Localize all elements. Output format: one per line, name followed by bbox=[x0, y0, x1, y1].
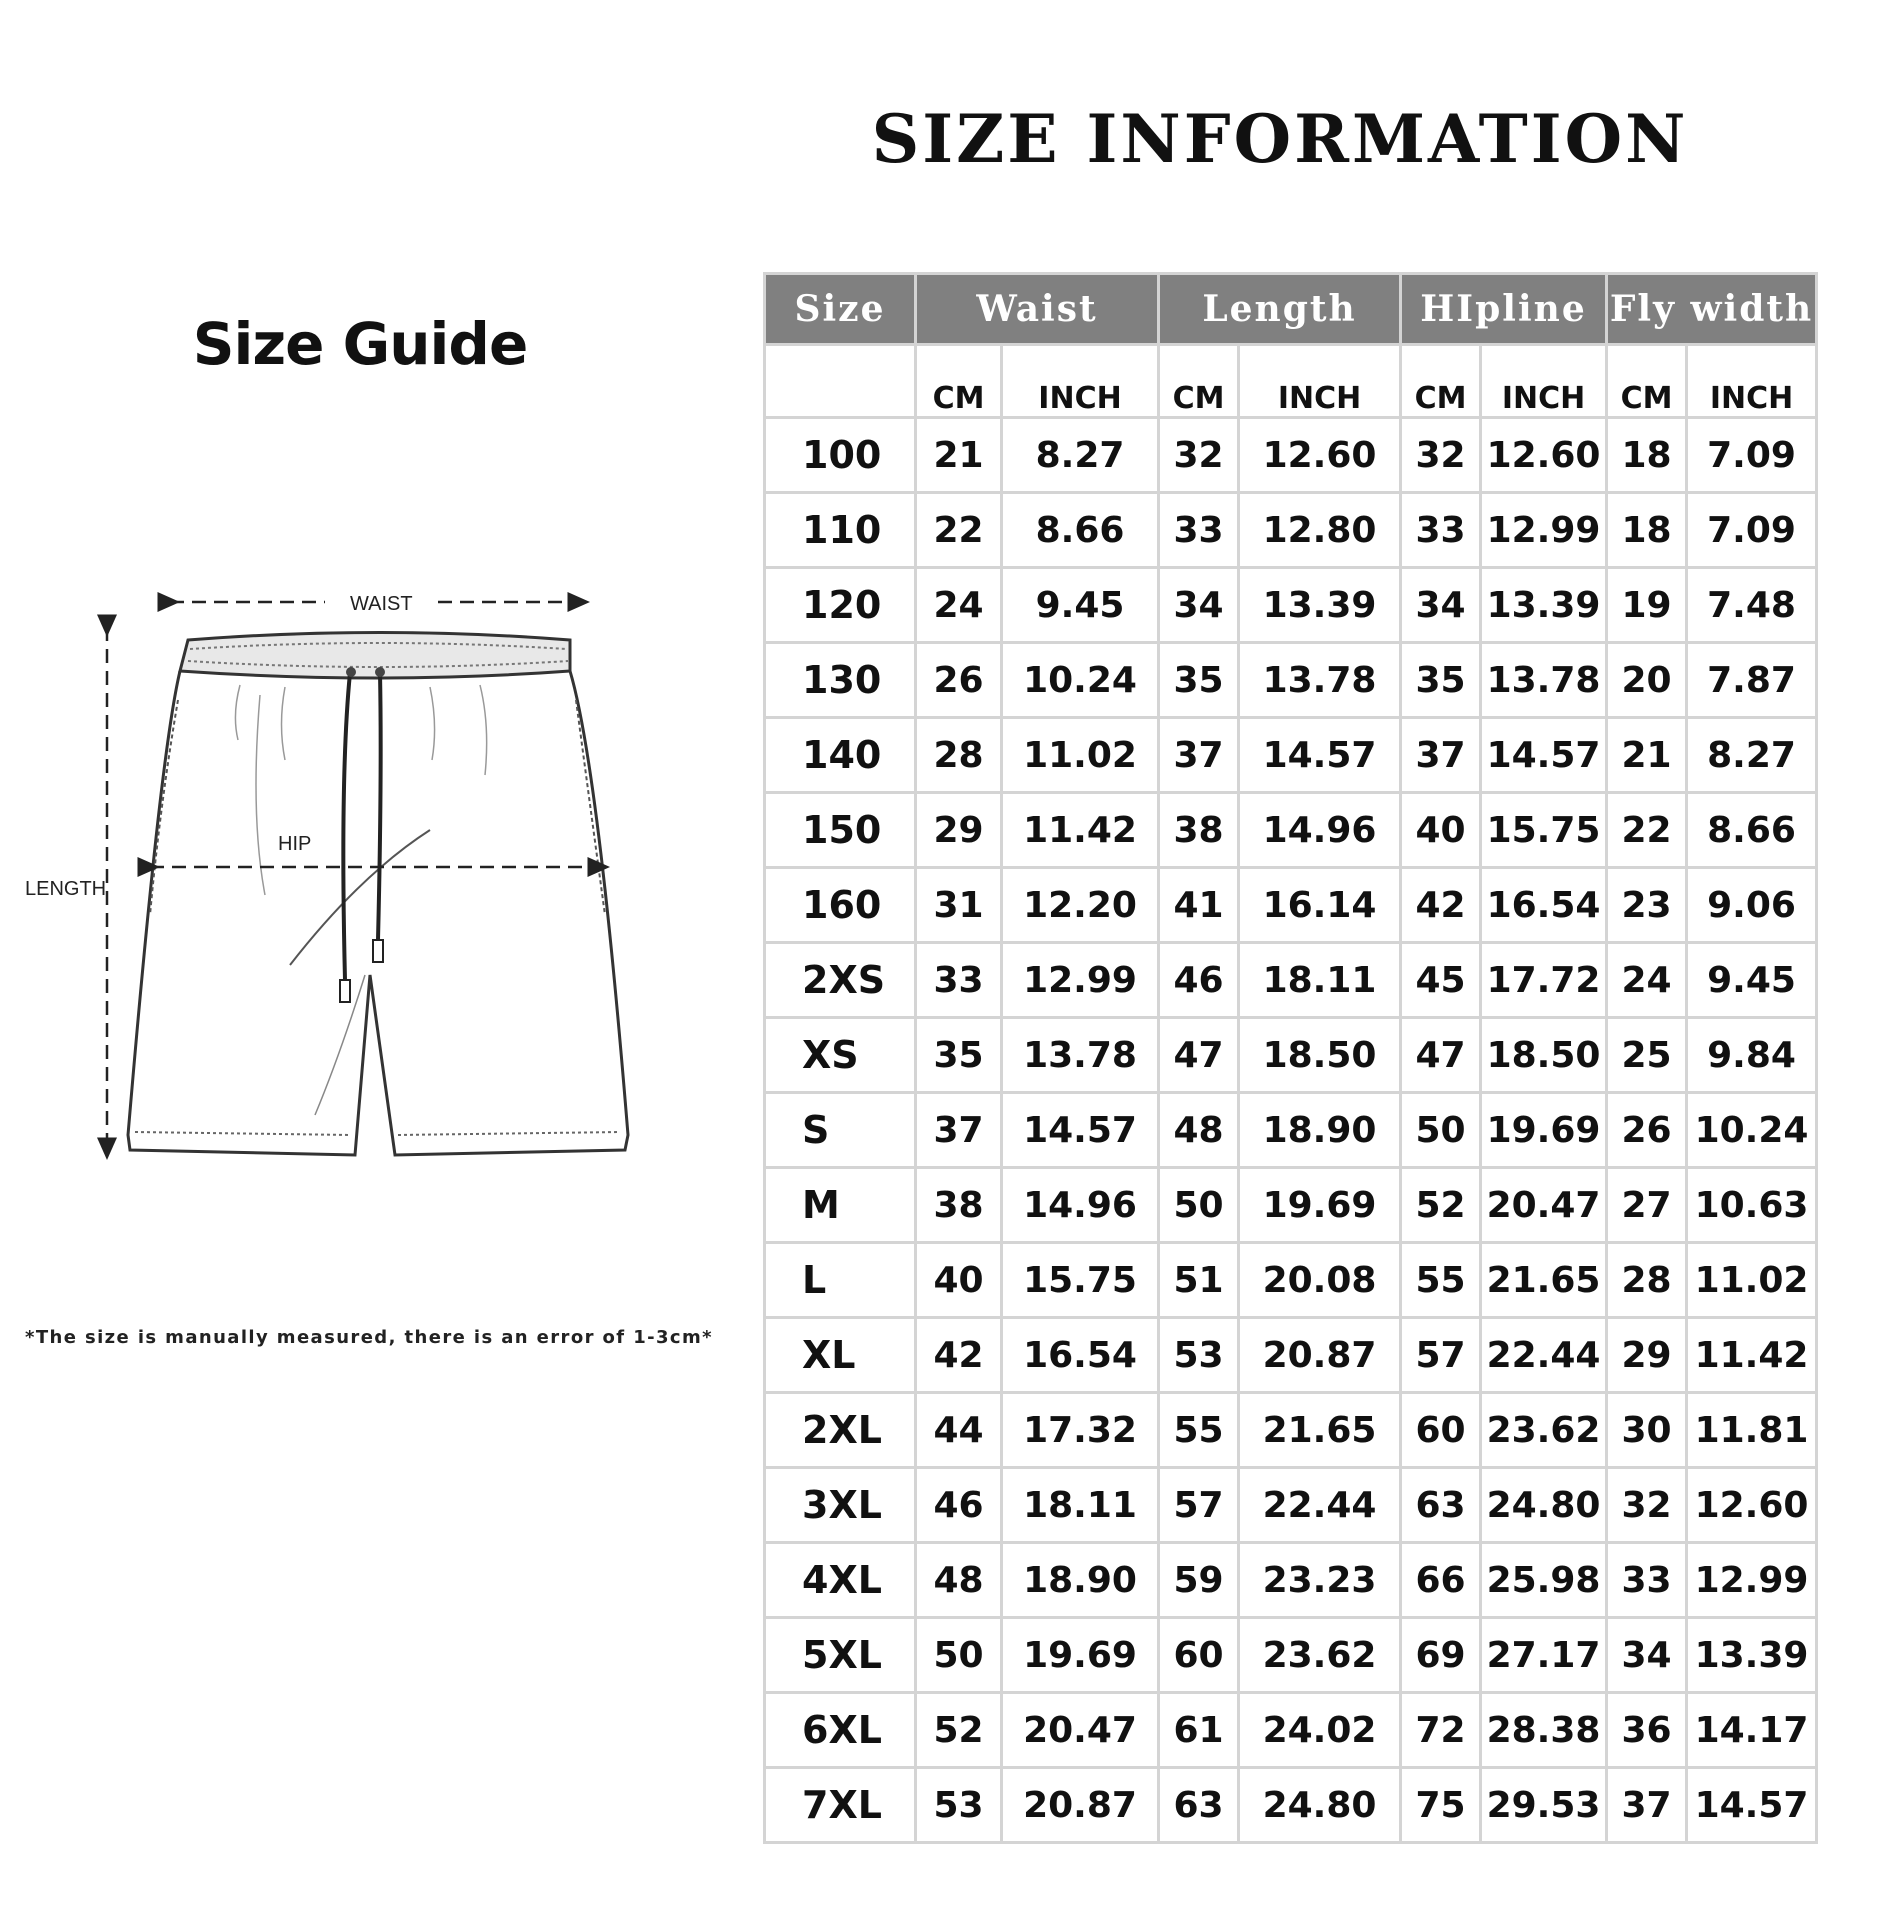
table-cell: 23.62 bbox=[1481, 1393, 1607, 1468]
table-cell: 11.81 bbox=[1687, 1393, 1817, 1468]
table-cell: 25.98 bbox=[1481, 1543, 1607, 1618]
table-cell: 48 bbox=[916, 1543, 1002, 1618]
table-cell: 18.90 bbox=[1239, 1093, 1401, 1168]
table-row bbox=[765, 1768, 1817, 1843]
table-cell: 22 bbox=[1607, 793, 1687, 868]
table-cell: 37 bbox=[916, 1093, 1002, 1168]
table-cell: 14.96 bbox=[1002, 1168, 1159, 1243]
table-cell: 18.50 bbox=[1481, 1018, 1607, 1093]
table-cell: 12.60 bbox=[1687, 1468, 1817, 1543]
table-row bbox=[765, 1093, 1817, 1168]
size-label-cell: M bbox=[765, 1168, 916, 1243]
table-cell: 28.38 bbox=[1481, 1693, 1607, 1768]
hip-label: HIP bbox=[278, 833, 312, 855]
table-cell: 29.53 bbox=[1481, 1768, 1607, 1843]
table-cell: 9.45 bbox=[1002, 568, 1159, 643]
table-cell: 16.54 bbox=[1002, 1318, 1159, 1393]
table-header-row bbox=[765, 274, 1817, 345]
table-cell: 18 bbox=[1607, 493, 1687, 568]
table-cell: 9.45 bbox=[1687, 943, 1817, 1018]
table-cell: 55 bbox=[1159, 1393, 1239, 1468]
size-label-cell: 110 bbox=[765, 493, 916, 568]
table-cell: 11.02 bbox=[1687, 1243, 1817, 1318]
table-cell: 22.44 bbox=[1481, 1318, 1607, 1393]
table-cell: 7.09 bbox=[1687, 493, 1817, 568]
table-cell: 34 bbox=[1607, 1618, 1687, 1693]
table-cell: 14.57 bbox=[1481, 718, 1607, 793]
table-cell: 16.54 bbox=[1481, 868, 1607, 943]
table-cell: 38 bbox=[1159, 793, 1239, 868]
waistband bbox=[180, 633, 570, 679]
table-cell: 17.72 bbox=[1481, 943, 1607, 1018]
table-cell: 8.66 bbox=[1687, 793, 1817, 868]
unit-cell: CM bbox=[916, 345, 1002, 418]
table-cell: 53 bbox=[1159, 1318, 1239, 1393]
table-cell: 12.60 bbox=[1239, 418, 1401, 493]
header-hipline: HIpline bbox=[1401, 274, 1607, 345]
size-label-cell: S bbox=[765, 1093, 916, 1168]
table-cell: 14.57 bbox=[1002, 1093, 1159, 1168]
table-cell: 34 bbox=[1401, 568, 1481, 643]
table-row bbox=[765, 1318, 1817, 1393]
table-cell: 16.14 bbox=[1239, 868, 1401, 943]
table-cell: 37 bbox=[1159, 718, 1239, 793]
table-cell: 57 bbox=[1401, 1318, 1481, 1393]
table-cell: 72 bbox=[1401, 1693, 1481, 1768]
header-size: Size bbox=[765, 274, 916, 345]
table-row bbox=[765, 1168, 1817, 1243]
table-cell: 63 bbox=[1401, 1468, 1481, 1543]
table-cell: 22.44 bbox=[1239, 1468, 1401, 1543]
table-cell: 8.66 bbox=[1002, 493, 1159, 568]
size-label-cell: XL bbox=[765, 1318, 916, 1393]
table-cell: 12.80 bbox=[1239, 493, 1401, 568]
size-label-cell: 6XL bbox=[765, 1693, 916, 1768]
table-cell: 10.24 bbox=[1002, 643, 1159, 718]
table-cell: 18.90 bbox=[1002, 1543, 1159, 1618]
table-cell: 13.39 bbox=[1481, 568, 1607, 643]
unit-cell: INCH bbox=[1239, 345, 1401, 418]
table-cell: 19.69 bbox=[1002, 1618, 1159, 1693]
size-label-cell: 5XL bbox=[765, 1618, 916, 1693]
table-cell: 26 bbox=[916, 643, 1002, 718]
table-cell: 19.69 bbox=[1481, 1093, 1607, 1168]
table-cell: 9.84 bbox=[1687, 1018, 1817, 1093]
size-label-cell: XS bbox=[765, 1018, 916, 1093]
table-cell: 50 bbox=[1159, 1168, 1239, 1243]
table-cell: 13.39 bbox=[1239, 568, 1401, 643]
table-cell: 12.99 bbox=[1481, 493, 1607, 568]
waist-label: WAIST bbox=[350, 593, 413, 615]
size-label-cell: 2XS bbox=[765, 943, 916, 1018]
table-cell: 31 bbox=[916, 868, 1002, 943]
table-cell: 17.32 bbox=[1002, 1393, 1159, 1468]
table-row bbox=[765, 1468, 1817, 1543]
table-cell: 18.11 bbox=[1239, 943, 1401, 1018]
shorts-diagram bbox=[10, 575, 700, 1175]
page-title: SIZE INFORMATION bbox=[871, 100, 1689, 178]
table-row bbox=[765, 868, 1817, 943]
table-cell: 48 bbox=[1159, 1093, 1239, 1168]
table-cell: 18 bbox=[1607, 418, 1687, 493]
table-cell: 37 bbox=[1401, 718, 1481, 793]
table-cell: 24 bbox=[1607, 943, 1687, 1018]
table-row bbox=[765, 1693, 1817, 1768]
table-cell: 13.78 bbox=[1481, 643, 1607, 718]
table-cell: 75 bbox=[1401, 1768, 1481, 1843]
unit-cell: INCH bbox=[1687, 345, 1817, 418]
table-cell: 10.63 bbox=[1687, 1168, 1817, 1243]
table-row bbox=[765, 1543, 1817, 1618]
table-cell: 7.48 bbox=[1687, 568, 1817, 643]
unit-cell: INCH bbox=[1481, 345, 1607, 418]
table-cell: 60 bbox=[1401, 1393, 1481, 1468]
table-cell: 57 bbox=[1159, 1468, 1239, 1543]
table-cell: 13.39 bbox=[1687, 1618, 1817, 1693]
table-cell: 18.50 bbox=[1239, 1018, 1401, 1093]
table-cell: 24.80 bbox=[1239, 1768, 1401, 1843]
size-label-cell: L bbox=[765, 1243, 916, 1318]
table-cell: 42 bbox=[916, 1318, 1002, 1393]
table-cell: 66 bbox=[1401, 1543, 1481, 1618]
table-cell: 11.42 bbox=[1687, 1318, 1817, 1393]
header-fly-width: Fly width bbox=[1607, 274, 1817, 345]
table-cell: 44 bbox=[916, 1393, 1002, 1468]
table-cell: 47 bbox=[1159, 1018, 1239, 1093]
unit-cell bbox=[765, 345, 916, 418]
table-cell: 30 bbox=[1607, 1393, 1687, 1468]
table-cell: 28 bbox=[916, 718, 1002, 793]
table-cell: 46 bbox=[1159, 943, 1239, 1018]
table-row bbox=[765, 493, 1817, 568]
table-cell: 27.17 bbox=[1481, 1618, 1607, 1693]
table-cell: 20 bbox=[1607, 643, 1687, 718]
table-row bbox=[765, 1243, 1817, 1318]
table-cell: 18.11 bbox=[1002, 1468, 1159, 1543]
table-cell: 21.65 bbox=[1239, 1393, 1401, 1468]
table-cell: 50 bbox=[1401, 1093, 1481, 1168]
table-cell: 45 bbox=[1401, 943, 1481, 1018]
table-row bbox=[765, 793, 1817, 868]
table-cell: 63 bbox=[1159, 1768, 1239, 1843]
table-cell: 37 bbox=[1607, 1768, 1687, 1843]
table-cell: 20.08 bbox=[1239, 1243, 1401, 1318]
table-cell: 15.75 bbox=[1002, 1243, 1159, 1318]
unit-cell: CM bbox=[1607, 345, 1687, 418]
table-cell: 32 bbox=[1607, 1468, 1687, 1543]
table-cell: 21 bbox=[1607, 718, 1687, 793]
table-cell: 24 bbox=[916, 568, 1002, 643]
table-cell: 8.27 bbox=[1002, 418, 1159, 493]
table-cell: 46 bbox=[916, 1468, 1002, 1543]
table-cell: 42 bbox=[1401, 868, 1481, 943]
table-row bbox=[765, 1618, 1817, 1693]
table-cell: 33 bbox=[1607, 1543, 1687, 1618]
size-label-cell: 160 bbox=[765, 868, 916, 943]
unit-cell: CM bbox=[1401, 345, 1481, 418]
table-cell: 60 bbox=[1159, 1618, 1239, 1693]
table-cell: 13.78 bbox=[1002, 1018, 1159, 1093]
size-label-cell: 3XL bbox=[765, 1468, 916, 1543]
table-cell: 35 bbox=[1159, 643, 1239, 718]
size-guide-title: Size Guide bbox=[192, 310, 528, 378]
table-cell: 53 bbox=[916, 1768, 1002, 1843]
table-row bbox=[765, 718, 1817, 793]
table-cell: 12.99 bbox=[1687, 1543, 1817, 1618]
size-label-cell: 7XL bbox=[765, 1768, 916, 1843]
table-cell: 12.99 bbox=[1002, 943, 1159, 1018]
table-cell: 11.42 bbox=[1002, 793, 1159, 868]
table-cell: 26 bbox=[1607, 1093, 1687, 1168]
table-row bbox=[765, 568, 1817, 643]
measurement-note: *The size is manually measured, there is an error of 1-3cm* bbox=[25, 1327, 713, 1348]
unit-cell: CM bbox=[1159, 345, 1239, 418]
table-cell: 22 bbox=[916, 493, 1002, 568]
table-cell: 21.65 bbox=[1481, 1243, 1607, 1318]
table-cell: 10.24 bbox=[1687, 1093, 1817, 1168]
table-cell: 33 bbox=[916, 943, 1002, 1018]
table-cell: 33 bbox=[1401, 493, 1481, 568]
length-label: LENGTH bbox=[25, 878, 107, 900]
table-cell: 52 bbox=[916, 1693, 1002, 1768]
size-label-cell: 130 bbox=[765, 643, 916, 718]
table-cell: 41 bbox=[1159, 868, 1239, 943]
table-cell: 21 bbox=[916, 418, 1002, 493]
table-cell: 32 bbox=[1159, 418, 1239, 493]
table-cell: 50 bbox=[916, 1618, 1002, 1693]
table-cell: 23 bbox=[1607, 868, 1687, 943]
table-cell: 29 bbox=[1607, 1318, 1687, 1393]
size-label-cell: 2XL bbox=[765, 1393, 916, 1468]
table-cell: 20.47 bbox=[1481, 1168, 1607, 1243]
table-row bbox=[765, 1393, 1817, 1468]
table-cell: 15.75 bbox=[1481, 793, 1607, 868]
table-cell: 14.96 bbox=[1239, 793, 1401, 868]
table-cell: 35 bbox=[1401, 643, 1481, 718]
table-row bbox=[765, 943, 1817, 1018]
size-label-cell: 140 bbox=[765, 718, 916, 793]
table-cell: 14.57 bbox=[1239, 718, 1401, 793]
table-cell: 25 bbox=[1607, 1018, 1687, 1093]
table-cell: 8.27 bbox=[1687, 718, 1817, 793]
table-cell: 61 bbox=[1159, 1693, 1239, 1768]
table-cell: 33 bbox=[1159, 493, 1239, 568]
table-cell: 7.87 bbox=[1687, 643, 1817, 718]
size-label-cell: 100 bbox=[765, 418, 916, 493]
table-cell: 47 bbox=[1401, 1018, 1481, 1093]
table-row bbox=[765, 1018, 1817, 1093]
size-label-cell: 120 bbox=[765, 568, 916, 643]
table-cell: 52 bbox=[1401, 1168, 1481, 1243]
table-cell: 36 bbox=[1607, 1693, 1687, 1768]
table-cell: 20.87 bbox=[1002, 1768, 1159, 1843]
table-cell: 19.69 bbox=[1239, 1168, 1401, 1243]
table-cell: 13.78 bbox=[1239, 643, 1401, 718]
table-row bbox=[765, 643, 1817, 718]
table-cell: 23.23 bbox=[1239, 1543, 1401, 1618]
drawstring bbox=[340, 667, 385, 1002]
table-cell: 38 bbox=[916, 1168, 1002, 1243]
unit-row bbox=[765, 345, 1817, 418]
table-cell: 69 bbox=[1401, 1618, 1481, 1693]
table-cell: 40 bbox=[916, 1243, 1002, 1318]
table-row bbox=[765, 418, 1817, 493]
header-waist: Waist bbox=[916, 274, 1159, 345]
table-cell: 32 bbox=[1401, 418, 1481, 493]
table-cell: 7.09 bbox=[1687, 418, 1817, 493]
table-cell: 9.06 bbox=[1687, 868, 1817, 943]
table-cell: 11.02 bbox=[1002, 718, 1159, 793]
table-cell: 35 bbox=[916, 1018, 1002, 1093]
table-cell: 59 bbox=[1159, 1543, 1239, 1618]
table-cell: 24.80 bbox=[1481, 1468, 1607, 1543]
table-cell: 14.57 bbox=[1687, 1768, 1817, 1843]
table-cell: 40 bbox=[1401, 793, 1481, 868]
unit-cell: INCH bbox=[1002, 345, 1159, 418]
table-cell: 20.87 bbox=[1239, 1318, 1401, 1393]
header-length: Length bbox=[1159, 274, 1401, 345]
size-label-cell: 4XL bbox=[765, 1543, 916, 1618]
table-cell: 27 bbox=[1607, 1168, 1687, 1243]
table-cell: 29 bbox=[916, 793, 1002, 868]
size-label-cell: 150 bbox=[765, 793, 916, 868]
size-table bbox=[763, 272, 1818, 1844]
table-cell: 14.17 bbox=[1687, 1693, 1817, 1768]
table-cell: 19 bbox=[1607, 568, 1687, 643]
table-cell: 34 bbox=[1159, 568, 1239, 643]
table-cell: 20.47 bbox=[1002, 1693, 1159, 1768]
table-cell: 23.62 bbox=[1239, 1618, 1401, 1693]
table-cell: 24.02 bbox=[1239, 1693, 1401, 1768]
table-cell: 12.20 bbox=[1002, 868, 1159, 943]
table-cell: 51 bbox=[1159, 1243, 1239, 1318]
table-cell: 55 bbox=[1401, 1243, 1481, 1318]
table-cell: 12.60 bbox=[1481, 418, 1607, 493]
table-cell: 28 bbox=[1607, 1243, 1687, 1318]
